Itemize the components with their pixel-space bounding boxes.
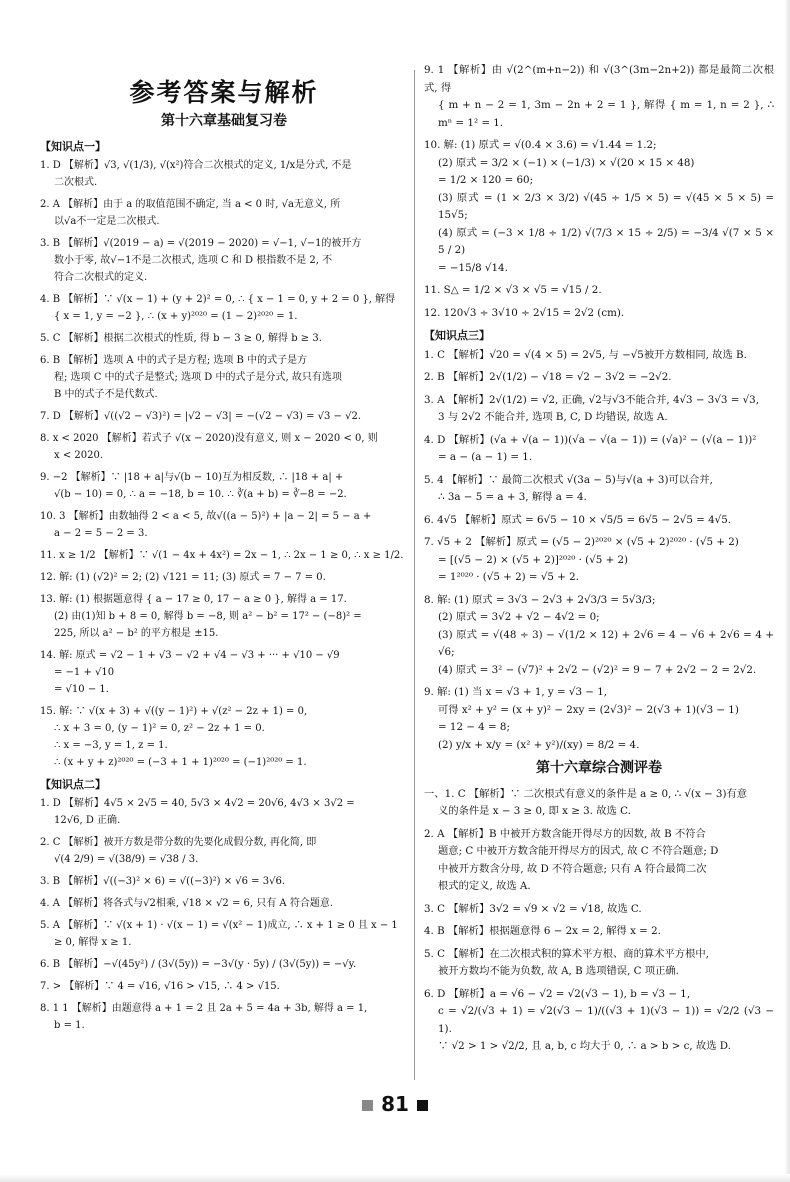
comprehensive-test-answers	[424, 786, 774, 1056]
answer-line: 被开方数均不能为负数, 故 A, B 选项错误, C 项正确.	[438, 965, 679, 977]
answer-line: 8. 解: (1) 原式 = 3√3 − 2√3 + 2√3/3 = 5√3/3;	[424, 593, 656, 606]
answer-line: 4. B 【解析】根据题意得 6 − 2x = 2, 解得 x = 2.	[424, 925, 661, 937]
answer-item	[424, 534, 774, 587]
answer-item	[40, 956, 408, 973]
answer-line: 程; 选项 C 中的式子是整式; 选项 D 中的式子是分式, 故只有选项	[54, 372, 342, 383]
left-square-icon	[362, 1100, 373, 1111]
answer-item	[40, 330, 408, 347]
section-title-comprehensive-test: 第十六章综合测评卷	[536, 760, 662, 776]
answer-line: 4. D 【解析】(√a + √(a − 1))(√a − √(a − 1)) = (√a)² − (√(a − 1))²	[424, 433, 757, 446]
answer-line: 8. 1 1 【解析】由题意得 a + 1 = 2 且 2a + 5 = 4a + 3b, 解得 a = 1,	[40, 1003, 368, 1014]
answer-item	[424, 472, 774, 507]
answer-item	[424, 512, 774, 530]
answer-item	[40, 591, 408, 642]
answer-line: a − 2 = 5 − 2 = 3.	[54, 528, 148, 539]
answer-item	[40, 834, 408, 868]
answer-line: = [(√5 − 2) × (√5 + 2)]²⁰²⁰ · (√5 + 2)	[438, 553, 629, 566]
answer-item	[40, 235, 408, 286]
answer-line: 2. A 【解析】由于 a 的取值范围不确定, 当 a < 0 时, √a无意义, 所	[40, 199, 341, 210]
answer-item	[424, 901, 774, 919]
answer-line: 5. C 【解析】根据二次根式的性质, 得 b − 3 ≥ 0, 解得 b ≥ 3.	[40, 333, 322, 344]
answer-item	[40, 408, 408, 425]
answer-line: 5. A 【解析】∵ √(x + 1) · √(x − 1) = √(x² − 1)成立, ∴ x + 1 ≥ 0 且 x − 1	[40, 920, 398, 931]
answer-line: 6. B 【解析】选项 A 中的式子是方程; 选项 B 中的式子是方	[40, 355, 308, 366]
answer-line: = 12 − 4 = 8;	[438, 721, 510, 733]
answer-line: c = √2/(√3 + 1) = √2(√3 − 1)/((√3 + 1)(√3 − 1)) = √2/2 (√3 − 1).	[438, 1005, 774, 1035]
answer-line: 符合二次根式的定义.	[54, 272, 148, 283]
answer-line: { m + n − 2 = 1, 3m − 2n + 2 = 1 }, 解得 { m = 1, n = 2 }, ∴ mⁿ = 1² = 1.	[438, 99, 774, 129]
knowledge-point-3-label: 【知识点三】	[424, 329, 490, 342]
answer-line: 6. B 【解析】−√(45y²) / (3√(5y)) = −3√(y · 5y) / (3√(5y)) = −√y.	[40, 959, 357, 970]
answer-item	[40, 917, 408, 951]
answer-line: 11. x ≥ 1/2 【解析】∵ √(1 − 4x + 4x²) = 2x − 1, ∴ 2x − 1 ≥ 0, ∴ x ≥ 1/2.	[40, 550, 404, 561]
answer-line: 3. B 【解析】√(2019 − a) = √(2019 − 2020) = √−1, √−1的被开方	[40, 238, 362, 249]
answer-item	[424, 369, 774, 387]
answer-item	[40, 795, 408, 829]
page-edge-shadow-right	[784, 0, 790, 1182]
knowledge-point-2-answers	[40, 795, 408, 1034]
answer-line: (4) 原式 = 3² − (√7)² + 2√2 − (√2)² = 9 − 7 + 2√2 − 2 = 2√2.	[438, 663, 757, 676]
answer-line: 1. D 【解析】√3, √(1/3), √(x²)符合二次根式的定义, 1/x是分式, 不是	[40, 160, 352, 171]
answer-line: 7. √5 + 2 【解析】原式 = (√5 − 2)²⁰²⁰ × (√5 + 2)²⁰²⁰ · (√5 + 2)	[424, 536, 739, 548]
answer-line: 根式的定义, 故选 A.	[438, 880, 531, 892]
answer-line: 二次根式.	[54, 177, 98, 188]
answer-item	[424, 592, 774, 680]
answer-item	[40, 430, 408, 464]
answer-item	[40, 291, 408, 325]
answer-line: (4) 原式 = (−3 × 1/8 ÷ 1/2) √(7/3 × 15 ÷ 2/5) = −3/4 √(7 × 5 × 5 / 2)	[438, 226, 774, 256]
answer-item	[424, 282, 774, 300]
answer-item	[40, 978, 408, 995]
answer-item	[40, 469, 408, 503]
answer-line: 数小于零, 故√−1不是二次根式, 选项 C 和 D 根指数不是 2, 不	[54, 255, 333, 266]
answer-item	[424, 786, 774, 821]
answer-item	[40, 873, 408, 890]
answer-line: (3) 原式 = √(48 ÷ 3) − √(1/2 × 12) + 2√6 = 4 − √6 + 2√6 = 4 + √6;	[438, 628, 774, 658]
answer-line: = −15/8 √14.	[438, 261, 508, 274]
answer-line: x < 2020.	[54, 450, 104, 461]
answer-item	[40, 647, 408, 698]
answer-line: ∴ x + 3 = 0, (y − 1)² = 0, z² − 2z + 1 = 0.	[54, 723, 265, 734]
answer-line: 9. 解: (1) 当 x = √3 + 1, y = √3 − 1,	[424, 686, 608, 698]
page-edge-shadow-bottom	[0, 1174, 790, 1182]
answer-line: 12. 解: (1) (√2)² = 2; (2) √121 = 11; (3) 原式 = 7 − 7 = 0.	[40, 572, 326, 583]
answer-item	[40, 508, 408, 542]
answer-item	[424, 826, 774, 896]
answer-line: 4. B 【解析】∵ √(x − 1) + (y + 2)² = 0, ∴ { x − 1 = 0, y + 2 = 0 }, 解得	[40, 294, 396, 305]
answer-line: 以√a不一定是二次根式.	[54, 216, 160, 227]
answer-item	[424, 392, 774, 427]
answer-line: √(b − 10) = 0, ∴ a = −18, b = 10. ∴ ∛(a + b) = ∛−8 = −2.	[54, 489, 347, 500]
answer-line: = 1²⁰²⁰ · (√5 + 2) = √5 + 2.	[438, 571, 579, 583]
answer-line: 3. B 【解析】√((−3)² × 6) = √((−3)²) × √6 = 3√6.	[40, 876, 286, 887]
answer-item	[40, 547, 408, 564]
page-title: 参考答案与解析	[129, 78, 319, 107]
answer-item	[40, 352, 408, 403]
answer-line: { x = 1, y = −2 }, ∴ (x + y)²⁰²⁰ = (1 − 2)²⁰²⁰ = 1.	[54, 311, 298, 322]
answer-line: 中被开方数含分母, 故 D 不符合题意; 只有 A 符合最简二次	[438, 862, 707, 875]
answer-item	[424, 137, 774, 277]
answer-line: 4. A 【解析】将各式与√2相乘, √18 × √2 = 6, 只有 A 符合题意.	[40, 898, 333, 909]
answer-line: (2) y/x + x/y = (x² + y²)/(xy) = 8/2 = 4.	[438, 738, 640, 751]
answer-item	[40, 157, 408, 191]
answer-line: = 1/2 × 120 = 60;	[438, 174, 534, 186]
knowledge-point-2-continued-answers	[424, 62, 774, 322]
answer-line: ∴ (x + y + z)²⁰²⁰ = (−3 + 1 + 1)²⁰²⁰ = (−1)²⁰²⁰ = 1.	[54, 757, 307, 768]
answer-line: 5. 4 【解析】∵ 最简二次根式 √(3a − 5)与√(a + 3)可以合并,	[424, 473, 713, 486]
answer-line: = √10 − 1.	[54, 684, 109, 695]
answer-line: 11. S△ = 1/2 × √3 × √5 = √15 / 2.	[424, 284, 602, 296]
answer-line: (2) 原式 = 3/2 × (−1) × (−1/3) × √(20 × 15 × 48)	[438, 156, 695, 169]
answer-line: ∵ √2 > 1 > √2/2, 且 a, b, c 均大于 0, ∴ a > b > c, 故选 D.	[438, 1040, 731, 1052]
answer-line: (2) 原式 = 3√2 + √2 − 4√2 = 0;	[438, 611, 600, 623]
answer-line: 7. D 【解析】√((√2 − √3)²) = |√2 − √3| = −(√2 − √3) = √3 − √2.	[40, 411, 362, 422]
answer-item	[424, 305, 774, 323]
knowledge-point-3-answers	[424, 347, 774, 755]
answer-line: = a − (a − 1) = 1.	[438, 451, 533, 463]
answer-line: ∴ 3a − 5 = a + 3, 解得 a = 4.	[438, 491, 587, 503]
answer-item	[40, 569, 408, 586]
answer-line: ∴ x = −3, y = 1, z = 1.	[54, 740, 168, 751]
page-number-text: 81	[381, 1092, 409, 1116]
answer-line: 1. C 【解析】√20 = √(4 × 5) = 2√5, 与 −√5被开方数相同, 故选 B.	[424, 348, 747, 361]
answer-line: 7. > 【解析】∵ 4 = √16, √16 > √15, ∴ 4 > √15.	[40, 981, 280, 992]
answer-line: 1. D 【解析】4√5 × 2√5 = 40, 5√3 × 4√2 = 20√6, 4√3 × 3√2 =	[40, 798, 355, 809]
answer-line: 13. 解: (1) 根据题意得 { a − 17 ≥ 0, 17 − a ≥ 0 }, 解得 a = 17.	[40, 594, 347, 605]
answer-line: 6. 4√5 【解析】原式 = 6√5 − 10 × √5/5 = 6√5 − 2√5 = 4√5.	[424, 513, 732, 526]
answer-item	[40, 196, 408, 230]
answer-line: 题意; C 中被开方数含能开得尽方的因式, 故 C 不符合题意; D	[438, 845, 719, 857]
answer-item	[40, 895, 408, 912]
answer-line: 15. 解: ∵ √(x + 3) + √((y − 1)²) + √(z² − 2z + 1) = 0,	[40, 706, 308, 717]
answer-line: B 中的式子不是代数式.	[54, 389, 158, 400]
answer-line: 一、1. C 【解析】∵ 二次根式有意义的条件是 a ≥ 0, ∴ √(x − 3)有意	[424, 787, 748, 800]
section-title-basic-review: 第十六章基础复习卷	[161, 113, 287, 129]
answer-line: 3. C 【解析】3√2 = √9 × √2 = √18, 故选 C.	[424, 902, 642, 915]
answer-line: 2. A 【解析】B 中被开方数含能开得尽方的因数, 故 B 不符合	[424, 827, 706, 840]
answer-line: 12. 120√3 ÷ 3√10 ÷ 2√15 = 2√2 (cm).	[424, 306, 625, 319]
answer-line: (2) 由(1)知 b + 8 = 0, 解得 b = −8, 则 a² − b² = 17² − (−8)² =	[54, 611, 362, 622]
answer-line: 6. D 【解析】a = √6 − √2 = √2(√3 − 1), b = √3 − 1,	[424, 987, 691, 1000]
answer-line: 9. −2 【解析】∵ |18 + a|与√(b − 10)互为相反数, ∴ |18 + a| +	[40, 472, 344, 483]
answer-line: 2. C 【解析】被开方数是带分数的先要化成假分数, 再化简, 即	[40, 837, 317, 848]
answer-line: √(4 2/9) = √(38/9) = √38 / 3.	[54, 854, 199, 865]
answer-line: 12√6, D 正确.	[54, 815, 121, 826]
knowledge-point-1-label: 【知识点一】	[40, 140, 106, 153]
answer-item	[40, 1000, 408, 1034]
answer-line: 14. 解: 原式 = √2 − 1 + √3 − √2 + √4 − √3 + ··· + √10 − √9	[40, 650, 340, 661]
answer-item	[424, 946, 774, 981]
answer-line: 5. C 【解析】在二次根式积的算术平方根、商的算术平方根中,	[424, 947, 709, 960]
right-square-icon	[417, 1100, 428, 1111]
answer-line: 8. x < 2020 【解析】若式子 √(x − 2020)没有意义, 则 x − 2020 < 0, 则	[40, 433, 378, 444]
answer-line: 10. 3 【解析】由数轴得 2 < a < 5, 故√((a − 5)²) + |a − 2| = 5 − a +	[40, 511, 372, 522]
answer-item	[424, 923, 774, 941]
answer-line: 3 与 2√2 不能合并, 选项 B, C, D 均错误, 故选 A.	[438, 411, 668, 423]
answer-line: 3. A 【解析】2√(1/2) = √2, 正确, √2与√3不能合并, 4√3 − 3√3 = √3,	[424, 393, 760, 406]
answer-line: 9. 1 【解析】由 √(2^(m+n−2)) 和 √(3^(3m−2n+2)) 都是最简二次根式, 得	[424, 64, 774, 94]
answer-item	[424, 986, 774, 1056]
answer-line: ≥ 0, 解得 x ≥ 1.	[54, 937, 132, 948]
answer-line: (3) 原式 = (1 × 2/3 × 3/2) √(45 ÷ 1/5 × 5) = √(45 × 5 × 5) = 15√5;	[438, 191, 774, 221]
knowledge-point-2-label: 【知识点二】	[40, 778, 106, 791]
right-column	[424, 62, 774, 1061]
knowledge-point-1-answers	[40, 157, 408, 771]
answer-item	[424, 347, 774, 365]
answer-item	[40, 703, 408, 771]
answer-line: 225, 所以 a² − b² 的平方根是 ±15.	[54, 628, 219, 639]
answer-item	[424, 432, 774, 467]
answer-line: = −1 + √10	[54, 667, 115, 678]
answer-line: 10. 解: (1) 原式 = √(0.4 × 3.6) = √1.44 = 1.2;	[424, 139, 657, 151]
left-column	[40, 62, 408, 1039]
answer-line: b = 1.	[54, 1020, 85, 1031]
answer-line: 可得 x² + y² = (x + y)² − 2xy = (2√3)² − 2(√3 + 1)(√3 − 1)	[438, 703, 739, 716]
answer-line: 2. B 【解析】2√(1/2) − √18 = √2 − 3√2 = −2√2.	[424, 371, 672, 383]
column-divider	[414, 70, 415, 1080]
answer-item	[424, 684, 774, 754]
answer-line: 义的条件是 x − 3 ≥ 0, 即 x ≥ 3. 故选 C.	[438, 805, 631, 817]
page-number	[0, 1092, 790, 1116]
answer-item	[424, 62, 774, 132]
